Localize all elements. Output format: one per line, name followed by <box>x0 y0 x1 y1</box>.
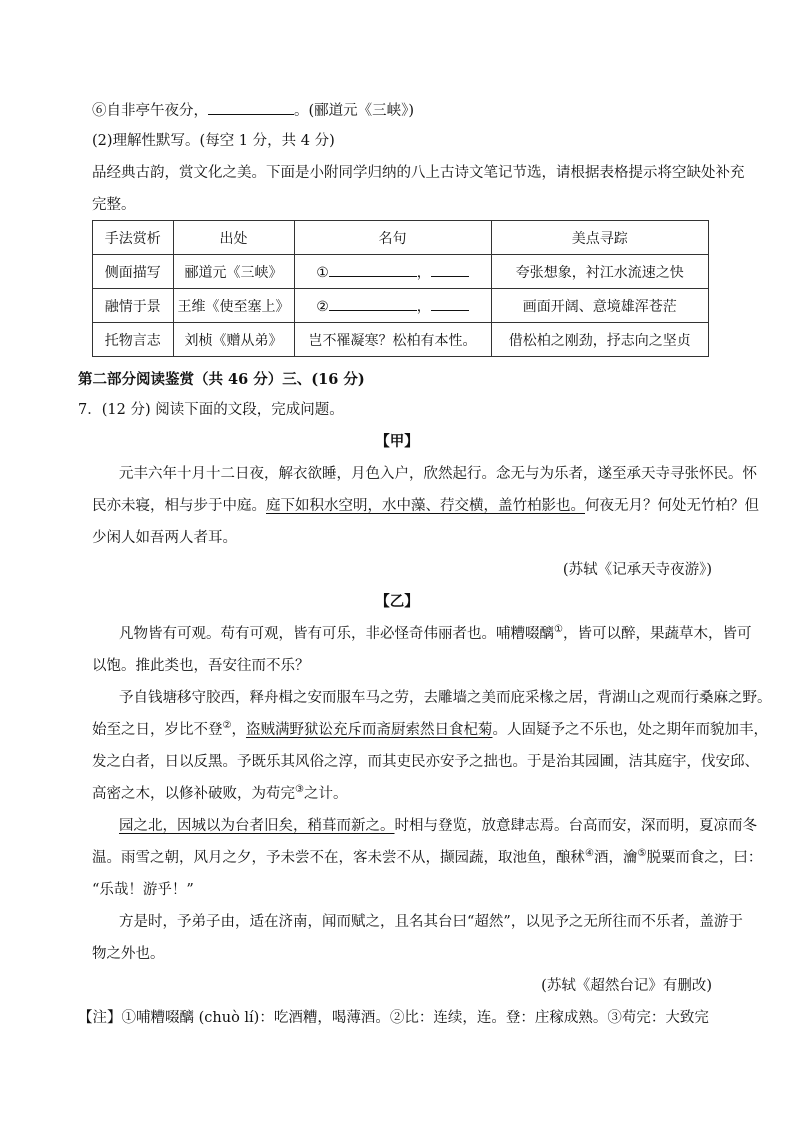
footnote-marker: ③ <box>295 784 304 796</box>
q6-line <box>92 100 414 121</box>
footnote-marker: ② <box>222 720 232 732</box>
yi-text: 时相与登览，放意肆志焉。台高而安，深而明，夏凉而冬 <box>394 818 757 834</box>
jia-line-3: 少闲人如吾两人者耳。 <box>92 530 237 546</box>
table-cell-source: 郦道元《三峡》 <box>173 255 294 289</box>
comma: ， <box>416 298 431 315</box>
annotation-note: 【注】①哺糟啜醨 (chuò lí)：吃酒糟，喝薄酒。②比：连续，连。登：庄稼成熟。③苟完：大致完 <box>78 1010 709 1026</box>
yi-text: 之计。 <box>303 786 348 802</box>
q6-text: ⑥自非亭午夜分， <box>92 103 208 119</box>
yi-text: ，皆可以醉，果蔬草木，皆可 <box>562 626 752 642</box>
answer-blank-1a[interactable] <box>329 262 417 277</box>
yi-text: 温。雨雪之朝，风月之夕，予未尝不在，客未尝不从，撷园蔬，取池鱼，酿秫 <box>92 850 585 866</box>
table-cell-quote <box>294 255 491 289</box>
yi-text: 酒，瀹 <box>593 850 638 866</box>
table-row <box>93 289 709 323</box>
table-header: 手法赏析 <box>93 221 174 255</box>
yi-line-3: 予自钱塘移守胶西，释舟楫之安而服车马之劳，去雕墙之美而庇采椽之居，背湖山之观而行桑麻之野。 <box>119 690 772 706</box>
table-cell-quote: 岂不罹凝寒？松柏有本性。 <box>294 323 491 357</box>
answer-blank-q6[interactable] <box>208 100 294 115</box>
blank-number-1: ① <box>316 264 329 281</box>
answer-blank-2a[interactable] <box>329 296 417 311</box>
yi-text: 高密之木，以修补破败，为苟完 <box>92 786 295 802</box>
table-header: 出处 <box>173 221 294 255</box>
table-cell-technique: 托物言志 <box>93 323 174 357</box>
q7-title: 7．(12 分) 阅读下面的文段，完成问题。 <box>78 402 344 418</box>
table-header-row <box>93 221 709 255</box>
footnote-marker: ④ <box>585 848 594 860</box>
yi-line-5: 发之白者，日以反黑。予既乐其风俗之淳，而其吏民亦安予之拙也。于是治其园圃，洁其庭宇，伐安邱、 <box>92 754 759 770</box>
answer-blank-1b[interactable] <box>431 262 469 277</box>
q6-source: 。(郦道元《三峡》) <box>294 103 415 119</box>
table-cell-technique: 融情于景 <box>93 289 174 323</box>
yi-text: 始至之日，岁比不登 <box>92 722 223 738</box>
table-cell-beauty: 画面开阔、意境雄浑苍茫 <box>491 289 708 323</box>
jia-line-1: 元丰六年十月十二日夜，解衣欲睡，月色入户，欣然起行。念无与为乐者，遂至承天寺寻张怀民。怀 <box>119 466 757 482</box>
yi-line-4 <box>92 720 768 740</box>
table-cell-beauty: 夸张想象，衬江水流速之快 <box>491 255 708 289</box>
jia-label: 【甲】 <box>375 433 419 450</box>
yi-underlined-sentence: 园之北，因城以为台者旧矣，稍葺而新之。 <box>119 818 395 834</box>
table-cell-source: 刘桢《赠从弟》 <box>173 323 294 357</box>
answer-blank-2b[interactable] <box>431 296 469 311</box>
table-row <box>93 255 709 289</box>
yi-line-10: 方是时，予弟子由，适在济南，闻而赋之，且名其台曰“超然”，以见予之无所往而不乐者，盖游于 <box>119 914 743 930</box>
blank-number-2: ② <box>316 298 329 315</box>
intro-line-2: 完整。 <box>92 197 136 213</box>
table-cell-quote <box>294 289 491 323</box>
jia-underlined-sentence: 庭下如积水空明，水中藻、荇交横，盖竹柏影也。 <box>266 498 585 514</box>
notes-table <box>92 220 709 357</box>
yi-underlined-sentence: 盗贼满野狱讼充斥而斋厨索然日食杞菊 <box>245 722 493 738</box>
yi-source: (苏轼《超然台记》有删改) <box>541 978 712 994</box>
table-row <box>93 323 709 357</box>
footnote-marker: ① <box>554 624 563 636</box>
table-header: 美点寻踪 <box>491 221 708 255</box>
table-cell-beauty: 借松柏之刚劲，抒志向之坚贞 <box>491 323 708 357</box>
footnote-marker: ⑤ <box>637 848 647 860</box>
yi-text: ， <box>231 722 246 738</box>
yi-line-6 <box>92 784 347 804</box>
yi-line-9: “乐哉！游乎！” <box>92 882 194 898</box>
jia-text: 民亦未寝，相与步于中庭。 <box>92 498 266 514</box>
comma: ， <box>416 264 431 281</box>
yi-line-11: 物之外也。 <box>92 946 165 962</box>
yi-line-7 <box>119 816 757 836</box>
yi-line-2: 以饱。推此类也，吾安往而不乐？ <box>92 658 310 674</box>
yi-text: 凡物皆有可观。苟有可观，皆有可乐，非必怪奇伟丽者也。哺糟啜醨 <box>119 626 554 642</box>
yi-text: 。人固疑予之不乐也，处之期年而貌加丰， <box>492 722 768 738</box>
yi-label: 【乙】 <box>375 593 419 610</box>
part2-heading: 第二部分阅读鉴赏（共 46 分）三、(16 分) <box>78 371 365 388</box>
q2-title: (2)理解性默写。(每空 1 分，共 4 分) <box>92 133 335 149</box>
table-cell-source: 王维《使至塞上》 <box>173 289 294 323</box>
table-cell-technique: 侧面描写 <box>93 255 174 289</box>
yi-line-1 <box>119 624 751 644</box>
yi-text: 脱粟而食之，曰： <box>646 850 763 866</box>
table-header: 名句 <box>294 221 491 255</box>
jia-line-2 <box>92 496 759 516</box>
intro-line-1: 品经典古韵，赏文化之美。下面是小附同学归纳的八上古诗文笔记节选，请根据表格提示将空缺处补充 <box>92 165 745 181</box>
jia-source: (苏轼《记承天寺夜游》) <box>562 562 712 578</box>
yi-line-8 <box>92 848 762 868</box>
jia-text: 何夜无月？何处无竹柏？但 <box>585 498 759 514</box>
